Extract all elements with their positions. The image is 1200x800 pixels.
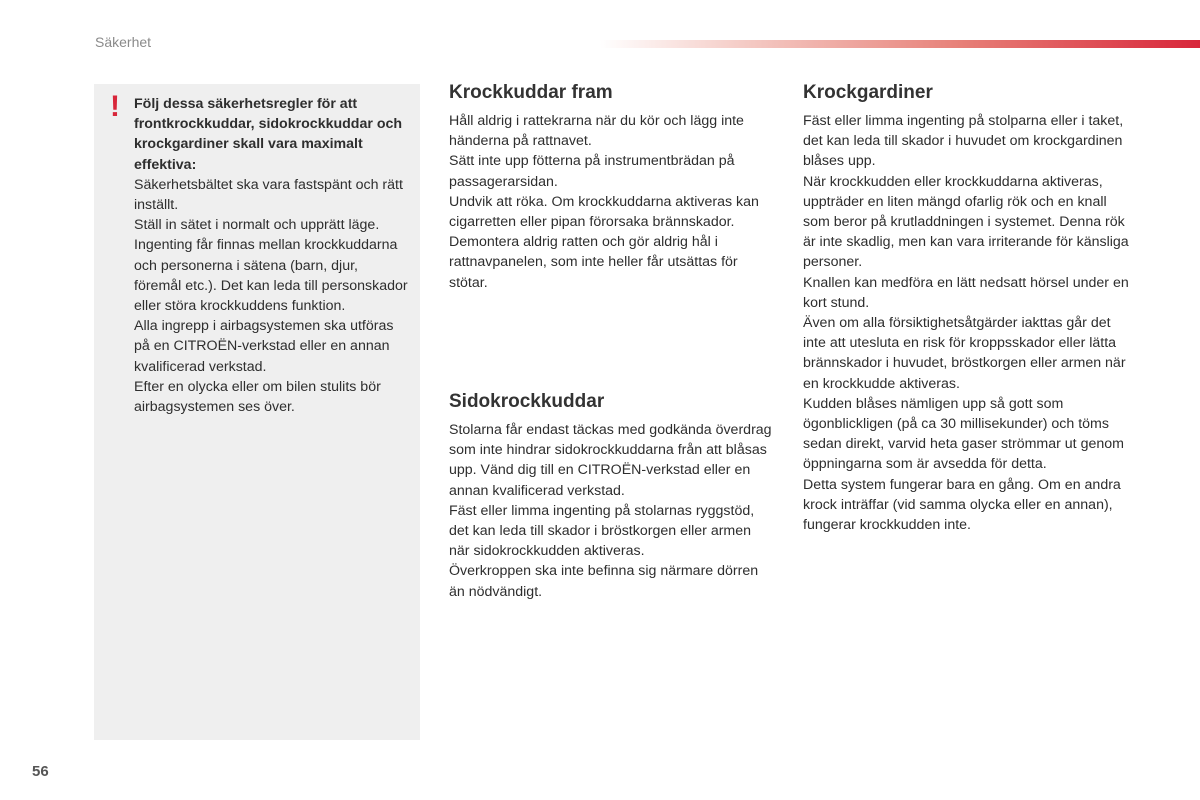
side-airbags-paragraph: Stolarna får endast täckas med godkända överdrag som inte hindrar sidokrockkuddarna från att blåsas upp. Vänd dig till en CITROËN-verkstad eller en annan kvalificerad verkstad. [449,422,772,499]
front-airbags-heading: Krockkuddar fram [449,82,613,103]
warning-paragraph: Efter en olycka eller om bilen stulits bör airbagsystemen ses över. [134,378,381,416]
curtain-airbags-paragraph: Detta system fungerar bara en gång. Om en andra krock inträffar (vid samma olycka eller en annan), fungerar krockkudden inte. [803,476,1121,534]
curtain-airbags-paragraph: Fäst eller limma ingenting på stolparna eller i taket, det kan leda till skador i huvudet om krockgardinen blåses upp. [803,113,1124,170]
exclamation-icon: ! [110,90,120,123]
warning-paragraph: Ställ in sätet i normalt och upprätt läge. [134,217,380,234]
curtain-airbags-paragraph: Kudden blåses nämligen upp så gott som ögonblickligen (på ca 30 millisekunder) och töms sedan direkt, varvid heta gaser strömmar ut genom öppningarna som är avsedda för detta. [803,395,1124,473]
curtain-airbags-heading: Krockgardiner [803,82,933,103]
warning-paragraph: Säkerhetsbältet ska vara fastspänt och rätt inställt. [134,176,403,214]
side-airbags-paragraph: Överkroppen ska inte befinna sig närmare dörren än nödvändigt. [449,563,759,600]
curtain-airbags-paragraph: Knallen kan medföra en lätt nedsatt hörsel under en kort stund. [803,274,1129,311]
side-airbags-section [449,390,774,602]
warning-paragraph: Alla ingrepp i airbagsystemen ska utföras på en CITROËN-verkstad eller en annan kvalificerad verkstad. [134,318,394,375]
page-number: 56 [32,763,49,780]
front-airbags-paragraph: Håll aldrig i rattekrarna när du kör och lägg inte händerna på rattnavet. [449,113,744,150]
warning-box [94,84,420,740]
front-airbags-paragraph: Sätt inte upp fötterna på instrumentbrädan på passagerarsidan. [449,153,735,190]
header-accent-bar [600,40,1200,48]
warning-paragraph: Ingenting får finnas mellan krockkuddarna och personerna i sätena (barn, djur, föremål etc.). Det kan leda till personskador eller störa krockkuddens funktion. [134,237,408,315]
section-title: Säkerhet [95,34,152,50]
curtain-airbags-paragraph: När krockkudden eller krockkuddarna aktiveras, uppträder en liten mängd ofarlig rök och en knall som beror på krutladdningen i systemet. Denna rök är inte skadlig, men kan vara irriterande för känsliga personer. [803,173,1129,271]
side-airbags-heading: Sidokrockkuddar [449,391,605,412]
side-airbags-paragraph: Fäst eller limma ingenting på stolarnas ryggstöd, det kan leda till skador i bröstkorgen eller armen när sidokrockkudden aktiveras. [449,502,755,560]
curtain-airbags-paragraph: Även om alla försiktighetsåtgärder iakttas går det inte att utesluta en risk för kroppsskador eller lätta brännskador i huvudet, bröstkorgen eller armen när en krockkudde aktiveras. [803,315,1126,392]
front-airbags-paragraph: Demontera aldrig ratten och gör aldrig hål i rattnavpanelen, som inte heller får utsättas för stötar. [449,234,738,291]
curtain-airbags-section [803,81,1133,535]
warning-text [134,94,408,417]
warning-lead: Följ dessa säkerhetsregler för att frontkrockkuddar, sidokrockkuddar och krockgardiner skall vara maximalt effektiva: [134,96,403,173]
front-airbags-paragraph: Undvik att röka. Om krockkuddarna aktiveras kan cigarretten eller pipan förorsaka brännskador. [449,193,759,231]
front-airbags-section [449,81,774,293]
